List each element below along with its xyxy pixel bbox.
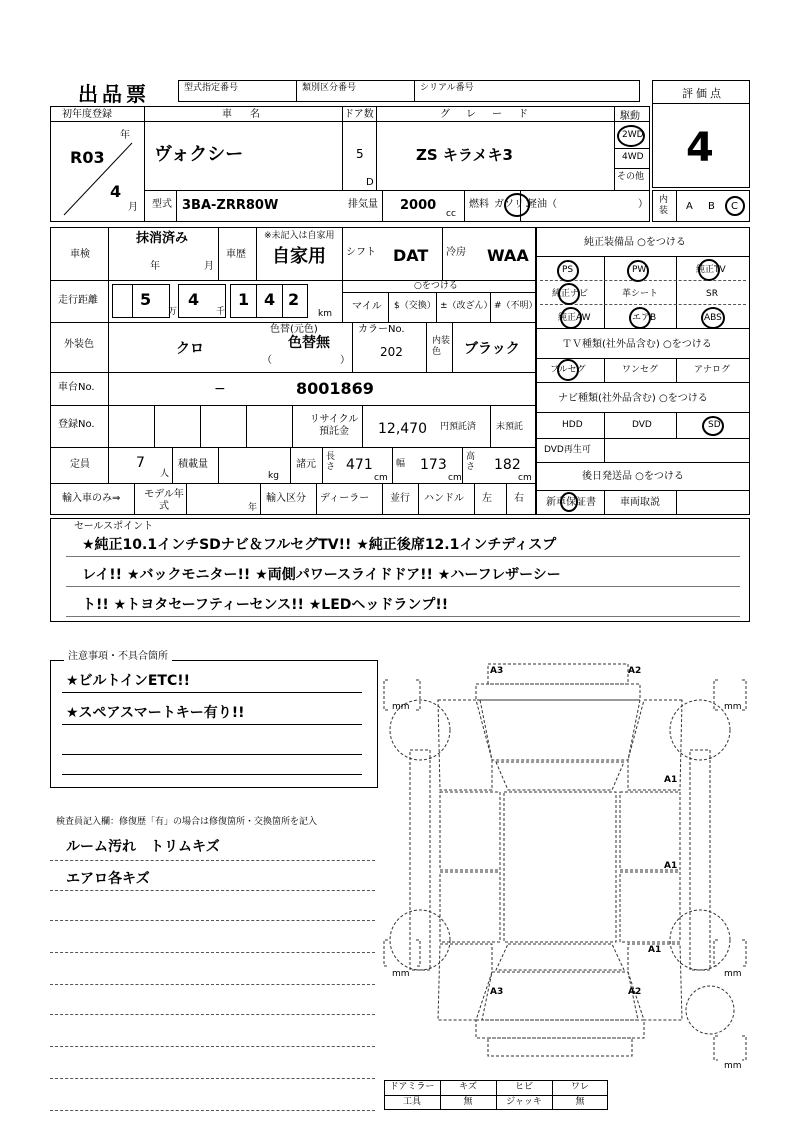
month-label: 月 [128, 202, 138, 213]
mm-rf: mm [724, 702, 742, 712]
mileage-km-unit: km [318, 309, 332, 319]
later-warranty: 新車保証書 [546, 497, 596, 508]
note-line-1: ★ビルトインETC!! [66, 673, 191, 689]
mirror-cell-1: 工具 [402, 1097, 421, 1107]
model-value: 3BA-ZRR80W [182, 198, 279, 213]
interior-grade-c-circle [725, 196, 745, 216]
mirror-cell-4: 無 [575, 1097, 585, 1107]
later-shipment-title: 後日発送品 ○をつける [582, 471, 684, 482]
vehicle-detail-box [50, 227, 536, 515]
first-reg-year: R03 [70, 148, 105, 167]
displacement-value: 2000 [400, 198, 437, 213]
first-reg-label: 初年度登録 [62, 109, 112, 120]
equip-airbag: エアB [632, 313, 657, 323]
grade-label: グ レ ー ド [440, 109, 531, 120]
doors-suffix: D [366, 177, 374, 188]
chassis-prefix: − [214, 381, 226, 397]
hood-shape [480, 700, 640, 760]
spare-tire [686, 986, 734, 1034]
length-label: 長さ [326, 452, 336, 472]
later-warranty-circle [560, 492, 578, 512]
later-manual: 車両取説 [620, 497, 660, 508]
shaken-year-label: 年 [150, 261, 160, 272]
tv-fullseg-circle [557, 359, 579, 381]
equip-pw-circle [627, 260, 649, 282]
equip-nav: 純正ナビ [552, 289, 589, 299]
damage-mark-rear-right: A2 [628, 987, 642, 997]
equip-airbag-circle [629, 307, 651, 329]
spare-gauge [714, 1036, 746, 1060]
interior-color-label: 内装色 [432, 336, 451, 357]
nav-sd: SD [708, 420, 721, 430]
recycle-status: 円預託済 [440, 422, 477, 432]
drive-4wd: 4WD [622, 152, 644, 162]
inspector-line-2: エアロ各キズ [66, 871, 150, 887]
damage-mark-right-rear: A1 [648, 945, 662, 955]
width-label: 幅 [396, 459, 406, 469]
usage-note: ※未記入は自家用 [264, 231, 335, 241]
windshield-shape [496, 762, 624, 790]
color-label: 外装色 [64, 339, 94, 350]
repaint-paren-open: （ [262, 355, 272, 366]
rear-hatch-shape [482, 972, 638, 1020]
front-grille-shape [476, 684, 640, 700]
model-year-unit: 年 [248, 503, 258, 513]
rating-value: 4 [686, 125, 714, 171]
equip-nav-circle [558, 283, 580, 305]
model-year-label: モデル年式 [144, 489, 184, 512]
chassis-value: 8001869 [296, 379, 374, 398]
car-damage-diagram [380, 650, 760, 1080]
usage-label: 車歴 [226, 249, 246, 260]
color-value: クロ [176, 341, 204, 357]
ac-value: WAA [487, 246, 529, 265]
fuel-gasoline: ガソリン [494, 199, 534, 210]
import-only-label: 輸入車のみ⇒ [62, 493, 121, 504]
front-bumper-shape [488, 664, 628, 684]
model-label: 型式 [152, 199, 172, 210]
right-sill-shape [690, 750, 710, 970]
damage-mark-front-left: A3 [490, 666, 504, 676]
fuel-label: 燃料 [469, 199, 489, 210]
mirror-cell-3: ジャッキ [506, 1097, 542, 1107]
inspector-line-1: ルーム汚れ トリムキズ [66, 839, 220, 855]
mileage-sen-unit: 千 [216, 307, 226, 317]
equip-sr: SR [706, 289, 718, 299]
capacity-value: 7 [136, 455, 145, 471]
right-front-tire [670, 700, 730, 760]
equip-ps-circle [557, 260, 579, 282]
mm-lf: mm [392, 702, 410, 712]
page-title: 出品票 [78, 82, 150, 106]
interior-grade-a: A [686, 201, 693, 212]
mileage-digit-5: 2 [288, 290, 300, 309]
car-name-label: 車 名 [222, 109, 264, 120]
capacity-label: 定員 [70, 459, 90, 470]
width-value: 173 [420, 457, 447, 473]
nav-dvd: DVD [632, 420, 652, 430]
year-label: 年 [120, 130, 130, 141]
import-parallel: 並行 [390, 493, 410, 504]
tv-fullseg: フルセグ [550, 365, 586, 375]
registration-label: 登録No. [58, 419, 95, 430]
sales-points-label: セールスポイント [74, 521, 154, 532]
note-line-2: ★スペアスマートキー有り!! [66, 705, 245, 721]
mm-lr: mm [392, 969, 410, 979]
chassis-label: 車台No. [58, 382, 95, 393]
equip-tv: 純正TV [696, 265, 726, 275]
interior-grade-c: C [731, 201, 738, 212]
interior-color-value: ブラック [464, 341, 520, 357]
sales-point-line-1: ★純正10.1インチSDナビ＆フルセグTV!! ★純正後席12.1インチディスプ [82, 537, 557, 553]
doors-value: 5 [356, 147, 364, 161]
right-rear-tire [670, 910, 730, 970]
equip-aw: 純正AW [558, 313, 591, 323]
handle-left: 左 [482, 493, 492, 504]
equipment-title: 純正装備品 ○をつける [584, 237, 686, 248]
sales-point-line-3: ト!! ★トヨタセーフティーセンス!! ★LEDヘッドランプ!! [82, 597, 449, 613]
load-kg-unit: kg [268, 471, 279, 481]
mirror-header-3: ヒビ [514, 1082, 533, 1092]
equip-pw: PW [632, 265, 647, 275]
ac-label: 冷房 [446, 247, 466, 258]
tv-analog: アナログ [694, 365, 731, 375]
handle-label: ハンドル [424, 493, 464, 504]
car-name: ヴォクシー [154, 144, 244, 165]
rating-label: 評価点 [682, 87, 724, 100]
model-spec-no-label: 型式指定番号 [184, 83, 239, 93]
drive-2wd: 2WD [622, 130, 644, 140]
notes-label: 注意事項・不具合箇所 [64, 652, 172, 662]
left-sill-shape [410, 750, 430, 970]
height-label: 高さ [466, 452, 476, 472]
serial-no-label: シリアル番号 [420, 83, 474, 93]
shaken-value: 抹消済み [136, 231, 189, 246]
equip-abs: ABS [704, 313, 722, 323]
repaint-paren-close: ） [340, 355, 350, 366]
rr-gauge [714, 940, 746, 966]
height-value: 182 [494, 457, 521, 473]
sales-point-line-2: レイ!! ★バックモニター!! ★両側パワースライドドア!! ★ハーフレザーシー [82, 567, 561, 583]
mm-rr: mm [724, 969, 742, 979]
handle-right: 右 [514, 493, 524, 504]
mileage-digit-2: 4 [188, 290, 200, 309]
recycle-unpaid: 未預託 [496, 422, 524, 432]
mileage-unknown: #（不明） [494, 301, 538, 311]
import-dealer: ディーラー [320, 493, 370, 504]
mileage-digit-3: 1 [238, 290, 250, 309]
equip-aw-circle [560, 307, 582, 329]
damage-mark-rear-left: A3 [490, 987, 504, 997]
mirror-header-2: キズ [459, 1082, 477, 1092]
mileage-exchange: $（交換） [394, 301, 436, 311]
load-label: 積載量 [178, 459, 208, 470]
equip-tv-circle [698, 259, 720, 281]
right-rear-quarter-shape [628, 944, 682, 1020]
length-cm-unit: cm [374, 473, 388, 483]
rear-window-shape [496, 944, 624, 970]
capacity-unit: 人 [160, 469, 170, 479]
equip-abs-circle [701, 307, 725, 329]
lr-gauge [384, 940, 420, 966]
left-front-door-shape [440, 792, 500, 870]
color-no-label: カラーNo. [358, 324, 405, 335]
nav-type-title: ナビ種類(社外品含む) ○をつける [558, 393, 708, 404]
import-category-label: 輸入区分 [266, 493, 306, 504]
rear-bumper-shape [476, 1020, 644, 1038]
equip-leather: 革シート [622, 289, 659, 299]
first-reg-month: 4 [110, 182, 122, 201]
drive-2wd-circle [617, 125, 645, 147]
damage-mark-right-rear-door: A1 [664, 861, 678, 871]
color-no-value: 202 [380, 345, 403, 359]
nav-hdd: HDD [562, 420, 583, 430]
dims-label: 諸元 [296, 459, 316, 470]
mileage-label: 走行距離 [58, 295, 98, 306]
category-no-label: 類別区分番号 [302, 83, 357, 93]
roof-shape [504, 792, 616, 942]
usage-value: 自家用 [272, 246, 326, 267]
repaint-value: 色替無 [288, 335, 330, 351]
shift-value: DAT [393, 246, 429, 265]
mileage-circle-note: ○をつける [414, 281, 458, 291]
drive-other: その他 [617, 172, 645, 182]
left-rear-door-shape [440, 872, 500, 942]
recycle-label: リサイクル預託金 [309, 414, 359, 437]
dvd-playback-label: DVD再生可 [544, 445, 591, 455]
shaken-label: 車検 [70, 249, 90, 260]
mileage-digit-4: 4 [264, 290, 276, 309]
rear-bumper-lower-shape [488, 1038, 632, 1056]
right-front-door-shape [620, 792, 680, 870]
fuel-diesel: 軽油（ [527, 199, 557, 210]
tv-type-title: ＴＶ種類(社外品含む) ○をつける [562, 339, 712, 350]
equip-ps: PS [562, 265, 574, 275]
displacement-label: 排気量 [348, 199, 378, 210]
drive-label: 駆動 [620, 111, 640, 122]
doors-label: ドア数 [344, 109, 374, 120]
interior-grade-label: 内装 [659, 195, 669, 216]
height-cm-unit: cm [518, 473, 532, 483]
mileage-unit-mile: マイル [352, 301, 382, 312]
nav-sd-circle [702, 416, 724, 436]
recycle-value: 12,470 [378, 421, 427, 437]
mileage-digit-1: 5 [140, 290, 152, 309]
cc-unit: cc [446, 209, 456, 219]
mirror-header-1: ドアミラー [389, 1082, 435, 1092]
mirror-cell-2: 無 [463, 1097, 473, 1107]
id-number-box [178, 80, 640, 102]
grade-value: ZS キラメキ3 [416, 146, 513, 164]
shift-label: シフト [346, 247, 376, 258]
mm-spare: mm [724, 1061, 742, 1071]
damage-mark-front-right: A2 [628, 666, 642, 676]
width-cm-unit: cm [448, 473, 462, 483]
repaint-label: 色替(元色) [270, 324, 318, 335]
mirror-header-4: ワレ [570, 1082, 589, 1092]
fuel-close-paren: ） [638, 199, 648, 210]
mileage-man-unit: 万 [168, 307, 178, 317]
tv-oneseg: ワンセグ [622, 365, 659, 375]
mileage-modified: ±（改ざん） [440, 301, 493, 311]
interior-grade-b: B [708, 201, 715, 212]
shaken-month-label: 月 [204, 261, 214, 272]
inspector-label: 検査員記入欄：修復歴「有」の場合は修復箇所・交換箇所を記入 [56, 817, 318, 827]
damage-mark-right-front-door: A1 [664, 775, 678, 785]
length-value: 471 [346, 457, 373, 473]
